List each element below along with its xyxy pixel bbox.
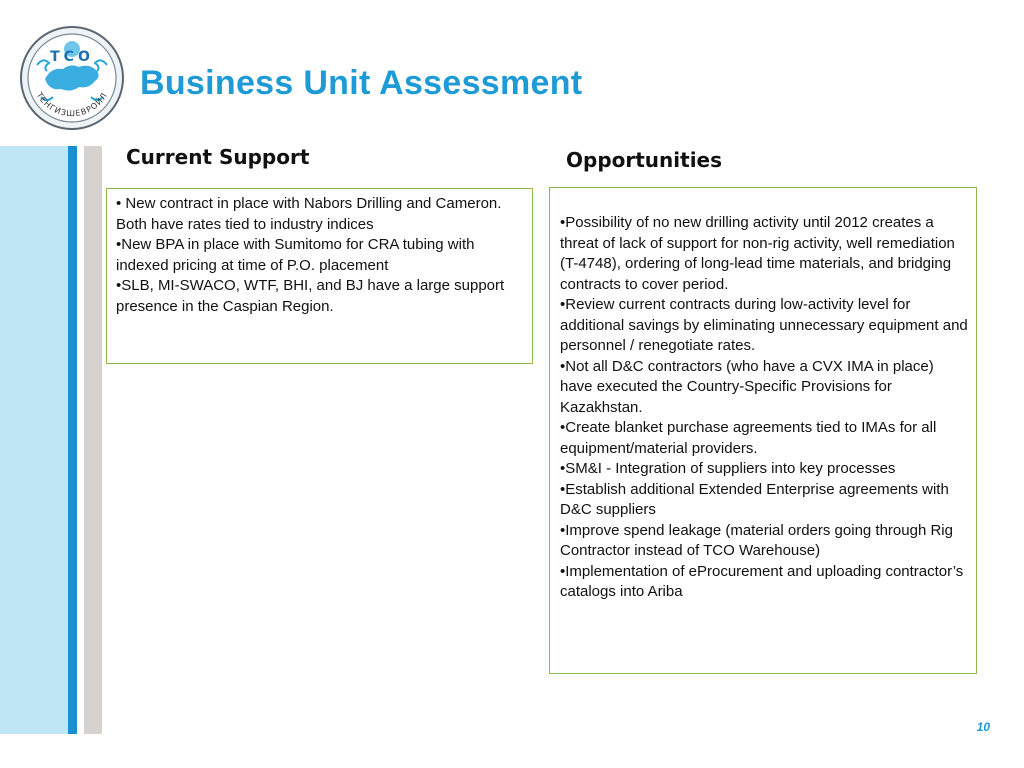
list-item: •SM&I - Integration of suppliers into key processes	[560, 460, 896, 477]
list-item: •Improve spend leakage (material orders going through Rig Contractor instead of TCO Warehouse)	[560, 521, 953, 559]
list-item: •Review current contracts during low-activity level for additional savings by eliminating unnecessary equipment and personnel / renegotiate rates.	[560, 296, 968, 354]
left-gray-stripe	[84, 146, 102, 734]
list-item: •New BPA in place with Sumitomo for CRA tubing with indexed pricing at time of P.O. placement	[116, 236, 475, 274]
list-item: •Create blanket purchase agreements tied to IMAs for all equipment/material providers.	[560, 419, 937, 457]
logo-bottom-text: ТЕНГИЗШЕВРОЙЛ	[34, 90, 110, 119]
list-item: •Not all D&C contractors (who have a CVX IMA in place) have executed the Country-Specific Provisions for Kazakhstan.	[560, 357, 934, 416]
list-item: •Implementation of eProcurement and uploading contractor’s catalogs into Ariba	[560, 562, 964, 600]
slide-title: Business Unit Assessment	[140, 64, 583, 102]
page-number: 10	[976, 720, 990, 734]
list-item: •Possibility of no new drilling activity until 2012 creates a threat of lack of support for non-rig activity, well remediation (T-4748), ordering of long-lead time materials, and bridging contracts to cover period.	[560, 214, 955, 293]
list-item: •Establish additional Extended Enterprise agreements with D&C suppliers	[560, 480, 949, 518]
current-support-list	[116, 194, 524, 317]
list-item: •SLB, MI-SWACO, WTF, BHI, and BJ have a large support presence in the Caspian Region.	[116, 277, 505, 315]
opportunities-heading: Opportunities	[566, 148, 723, 172]
tco-logo-icon	[19, 25, 125, 131]
left-accent-stripe	[68, 146, 77, 734]
list-item: • New contract in place with Nabors Drilling and Cameron. Both have rates tied to industry indices	[116, 195, 502, 233]
current-support-box	[106, 188, 533, 364]
current-support-heading: Current Support	[126, 145, 310, 169]
left-decorative-band	[0, 146, 68, 734]
opportunities-list	[560, 213, 970, 603]
opportunities-box	[549, 187, 977, 674]
logo-top-text: TCO	[50, 49, 94, 65]
